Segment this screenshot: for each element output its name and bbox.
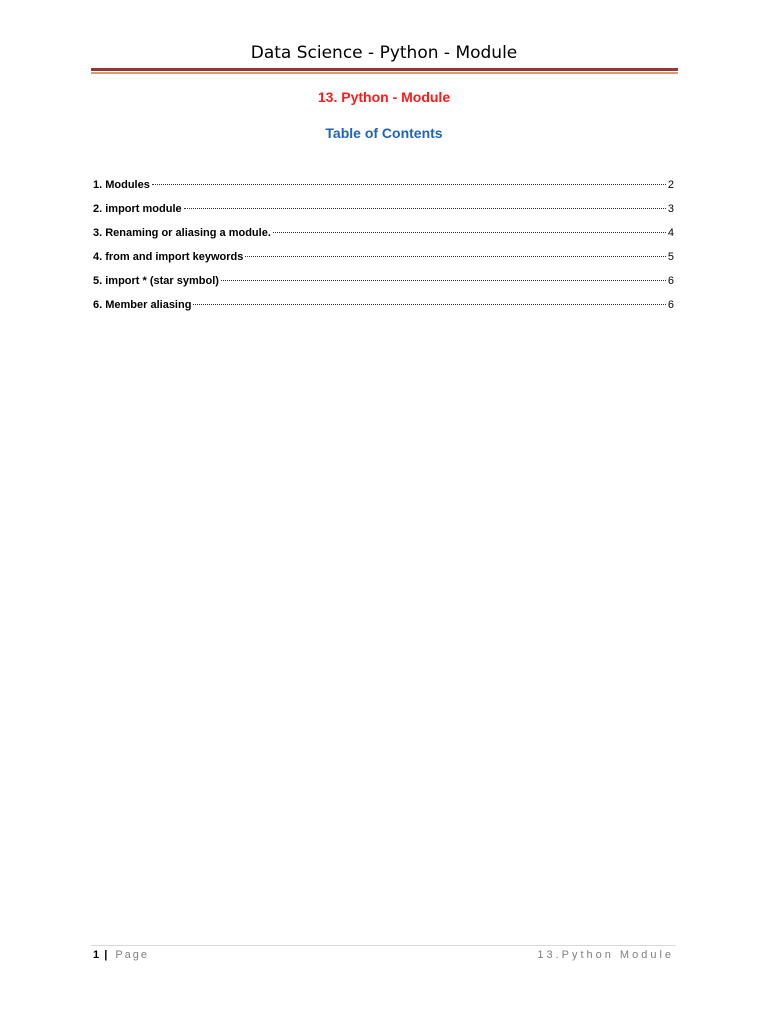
toc-heading: Table of Contents xyxy=(325,125,443,141)
footer-page-indicator xyxy=(93,949,149,961)
toc-entry-page: 3 xyxy=(667,203,674,215)
toc-dot-leader xyxy=(245,256,666,257)
footer-separator: | xyxy=(104,949,108,961)
toc-entry-page: 6 xyxy=(667,275,674,287)
page-header-title: Data Science - Python - Module xyxy=(250,43,518,63)
footer-document-name: 13.Python Module xyxy=(537,949,674,961)
header-divider xyxy=(91,68,678,71)
toc-entry-renaming-aliasing[interactable] xyxy=(93,224,674,248)
toc-dot-leader xyxy=(221,280,666,281)
toc-entry-label: 3. Renaming or aliasing a module. xyxy=(93,227,271,239)
toc-entry-member-aliasing[interactable] xyxy=(93,296,674,320)
toc-entry-import-module[interactable] xyxy=(93,200,674,224)
toc-entry-label: 1. Modules xyxy=(93,179,150,191)
toc-entry-page: 6 xyxy=(667,299,674,311)
table-of-contents xyxy=(93,176,674,320)
toc-entry-label: 2. import module xyxy=(93,203,182,215)
toc-entry-label: 5. import * (star symbol) xyxy=(93,275,219,287)
toc-dot-leader xyxy=(152,184,666,185)
toc-entry-page: 5 xyxy=(667,251,674,263)
toc-dot-leader xyxy=(273,232,666,233)
toc-entry-modules[interactable] xyxy=(93,176,674,200)
toc-entry-label: 4. from and import keywords xyxy=(93,251,244,263)
toc-entry-page: 4 xyxy=(667,227,674,239)
footer-page-number: 1 xyxy=(93,949,100,961)
toc-entry-page: 2 xyxy=(667,179,674,191)
toc-entry-from-import[interactable] xyxy=(93,248,674,272)
header-divider-accent xyxy=(91,72,678,74)
toc-dot-leader xyxy=(184,208,666,209)
toc-dot-leader xyxy=(193,304,665,305)
toc-entry-label: 6. Member aliasing xyxy=(93,299,192,311)
footer-page-word: Page xyxy=(115,949,150,961)
toc-entry-import-star[interactable] xyxy=(93,272,674,296)
document-title: 13. Python - Module xyxy=(317,89,451,105)
footer-divider xyxy=(91,945,676,946)
